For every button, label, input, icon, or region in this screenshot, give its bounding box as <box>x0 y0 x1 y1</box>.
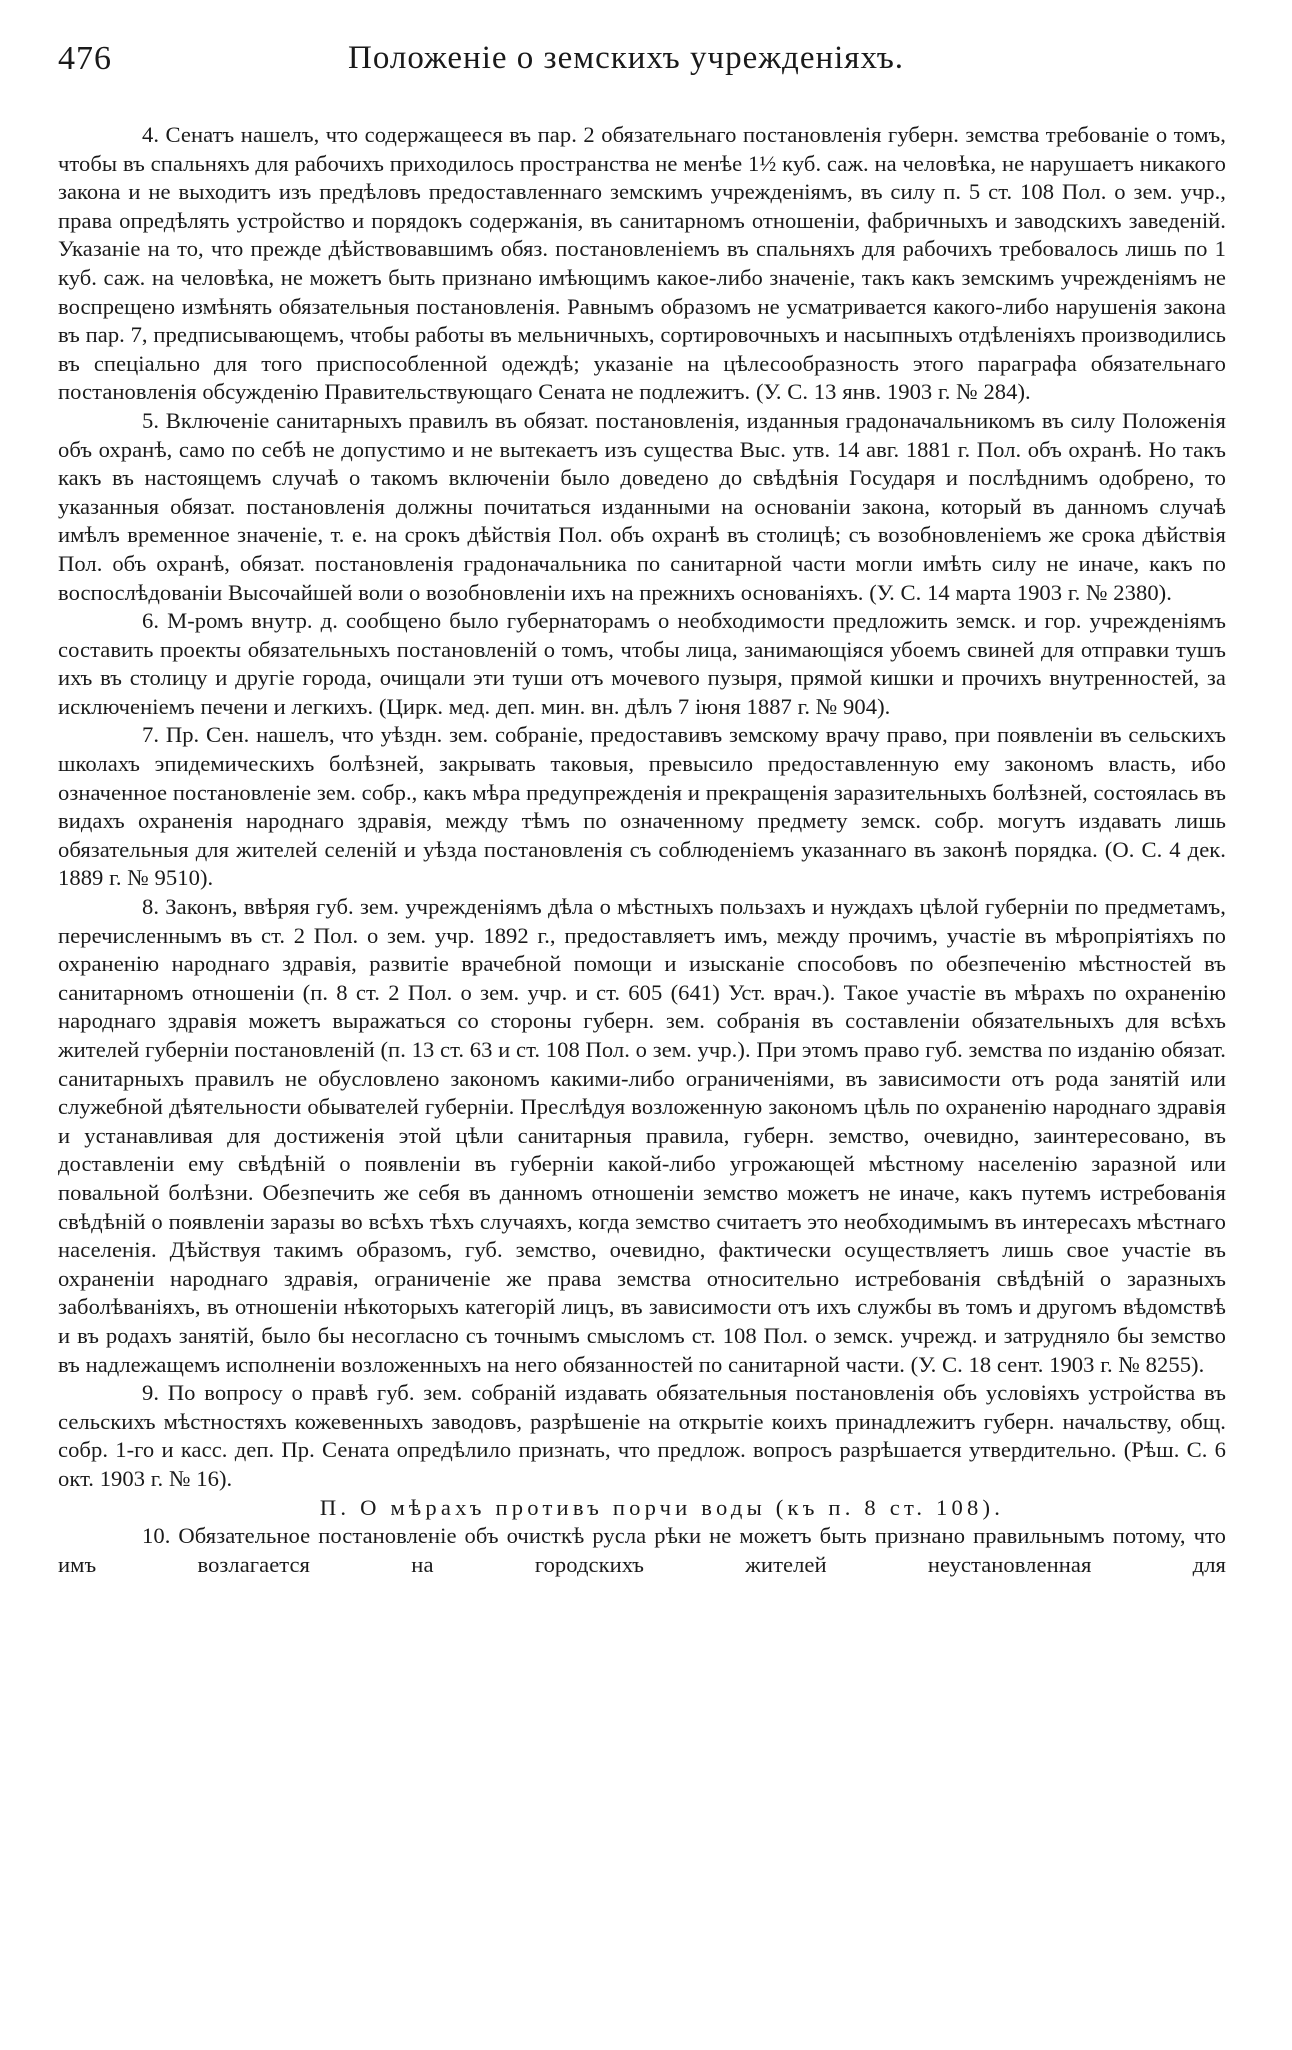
paragraph-6: 6. М-ромъ внутр. д. сообщено было губернаторамъ о необходимости предложить земск. и гор. учрежденіямъ составить проекты обязательныхъ постановленій о томъ, чтобы лица, занимающіяся убоемъ свиней для отправки тушъ ихъ въ столицу и другіе города, очищали эти туши отъ мочевого пузыря, прямой кишки и прочихъ внутренностей, за исключеніемъ печени и легкихъ. (Цирк. мед. деп. мин. вн. дѣлъ 7 іюня 1887 г. № 904). <box>58 608 1226 719</box>
page-header <box>58 34 1238 94</box>
paragraph-5: 5. Включеніе санитарныхъ правилъ въ обязат. постановленія, изданныя градоначальникомъ въ силу Положенія объ охранѣ, само по себѣ не допустимо и не вытекаетъ изъ существа Выс. утв. 14 авг. 1881 г. Пол. объ охранѣ. Но такъ какъ въ настоящемъ случаѣ о такомъ включеніи было доведено до свѣдѣнія Государя и послѣднимъ одобрено, то указанныя обязат. постановленія должны почитаться изданными на основаніи закона, который въ данномъ случаѣ имѣлъ временное значеніе, т. е. на срокъ дѣйствія Пол. объ охранѣ въ столицѣ; съ возобновленіемъ же срока дѣйствія Пол. объ охранѣ, обязат. постановленія градоначальника по санитарной части могли имѣть силу не иначе, какъ по воспослѣдованіи Высочайшей воли о возобновленіи ихъ на прежнихъ основаніяхъ. (У. С. 14 марта 1903 г. № 2380). <box>58 407 1226 605</box>
paragraph-4: 4. Сенатъ нашелъ, что содержащееся въ пар. 2 обязательнаго постановленія губерн. земства требованіе о томъ, чтобы въ спальняхъ для рабочихъ приходилось пространства не менѣе 1½ куб. саж. на человѣка, не нарушаетъ никакого закона и не выходитъ изъ предѣловъ предоставленнаго земскимъ учрежденіямъ, въ силу п. 5 ст. 108 Пол. о зем. учр., права опредѣлять устройство и порядокъ содержанія, въ санитарномъ отношеніи, фабричныхъ и заводскихъ заведеній. Указаніе на то, что прежде дѣйствовавшимъ обяз. постановленіемъ въ спальняхъ для рабочихъ требовалось лишь по 1 куб. саж. на человѣка, не можетъ быть признано имѣющимъ какое-либо значеніе, такъ какъ земскимъ учрежденіямъ не воспрещено измѣнять обязательныя постановленія. Равнымъ образомъ не усматривается какого-либо нарушенія закона въ пар. 7, предписывающемъ, чтобы работы въ мельничныхъ, сортировочныхъ и насыпныхъ отдѣленіяхъ производились въ спеціально для того приспособленной одеждѣ; указаніе на цѣлесообразность этого параграфа обязательнаго постановленія обсужденію Правительствующаго Сената не подлежитъ. (У. С. 13 янв. 1903 г. № 284). <box>58 122 1226 405</box>
paragraph-8: 8. Законъ, ввѣряя губ. зем. учрежденіямъ дѣла о мѣстныхъ пользахъ и нуждахъ цѣлой губерніи по предметамъ, перечисленнымъ въ ст. 2 Пол. о зем. учр. 1892 г., предоставляетъ имъ, между прочимъ, участіе въ мѣропріятіяхъ по охраненію народнаго здравія, развитіе врачебной помощи и изысканіе способовъ по обезпеченію мѣстностей въ санитарномъ отношеніи (п. 8 ст. 2 Пол. о зем. учр. и ст. 605 (641) Уст. врач.). Такое участіе въ мѣрахъ по охраненію народнаго здравія можетъ выражаться со стороны губерн. зем. собранія въ составленіи обязательныхъ для всѣхъ жителей губерніи постановленій (п. 13 ст. 63 и ст. 108 Пол. о зем. учр.). При этомъ право губ. земства по изданію обязат. санитарныхъ правилъ не обусловлено закономъ какими-либо ограниченіями, въ зависимости отъ рода занятій или служебной дѣятельности обывателей губерніи. Преслѣдуя возложенную закономъ цѣль по охраненію народнаго здравія и устанавливая для достиженія этой цѣли санитарныя правила, губерн. земство, очевидно, заинтересовано, въ доставленіи ему свѣдѣній о появленіи въ губерніи какой-либо угрожающей мѣстному населенію заразной или повальной болѣзни. Обезпечить же себя въ данномъ отношеніи земство можетъ не иначе, какъ путемъ истребованія свѣдѣній о появленіи заразы во всѣхъ тѣхъ случаяхъ, когда земство считаетъ это необходимымъ въ интересахъ мѣстнаго населенія. Дѣйствуя такимъ образомъ, губ. земство, очевидно, фактически осуществляетъ лишь свое участіе въ охраненіи народнаго здравія, ограниченіе же права земства относительно истребованія свѣдѣній о заразныхъ заболѣваніяхъ, въ отношеніи нѣкоторыхъ категорій лицъ, въ зависимости отъ ихъ службы въ томъ и другомъ вѣдомствѣ и въ родахъ занятій, было бы несогласно съ точнымъ смысломъ ст. 108 Пол. о земск. учрежд. и затрудняло бы земство въ надлежащемъ исполненіи возложенныхъ на него обязанностей по санитарной части. (У. С. 18 сент. 1903 г. № 8255). <box>58 894 1226 1377</box>
paragraph-7: 7. Пр. Сен. нашелъ, что уѣздн. зем. собраніе, предоставивъ земскому врачу право, при появленіи въ сельскихъ школахъ эпидемическихъ болѣзней, закрывать таковыя, превысило предоставленную ему закономъ власть, ибо означенное постановленіе зем. собр., какъ мѣра предупрежденія и прекращенія заразительныхъ болѣзней, состоялась въ видахъ охраненія народнаго здравія, между тѣмъ по означенному предмету земск. собр. могутъ издавать лишь обязательныя для жителей селеній и уѣзда постановленія съ соблюденіемъ указаннаго въ законѣ порядка. (О. С. 4 дек. 1889 г. № 9510). <box>58 722 1226 891</box>
running-title: Положеніе о земскихъ учрежденіяхъ. <box>348 40 905 76</box>
subsection-heading: П. О мѣрахъ противъ порчи воды (къ п. 8 ст. 108). <box>319 1494 1005 1520</box>
page-number: 476 <box>58 40 112 77</box>
paragraph-10: 10. Обязательное постановленіе объ очисткѣ русла рѣки не можетъ быть признано правильнымъ потому, что имъ возлагается на городскихъ жителей неустановленная для <box>58 1523 1226 1577</box>
paragraph-9: 9. По вопросу о правѣ губ. зем. собраній издавать обязательныя постановленія объ условіяхъ устройства въ сельскихъ мѣстностяхъ кожевенныхъ заводовъ, разрѣшеніе на открытіе коихъ принадлежитъ губерн. начальству, общ. собр. 1-го и касс. деп. Пр. Сената опредѣлило признать, что предлож. вопросъ разрѣшается утвердительно. (Рѣш. С. 6 окт. 1903 г. № 16). <box>58 1380 1226 1491</box>
body-text <box>58 121 1226 1579</box>
